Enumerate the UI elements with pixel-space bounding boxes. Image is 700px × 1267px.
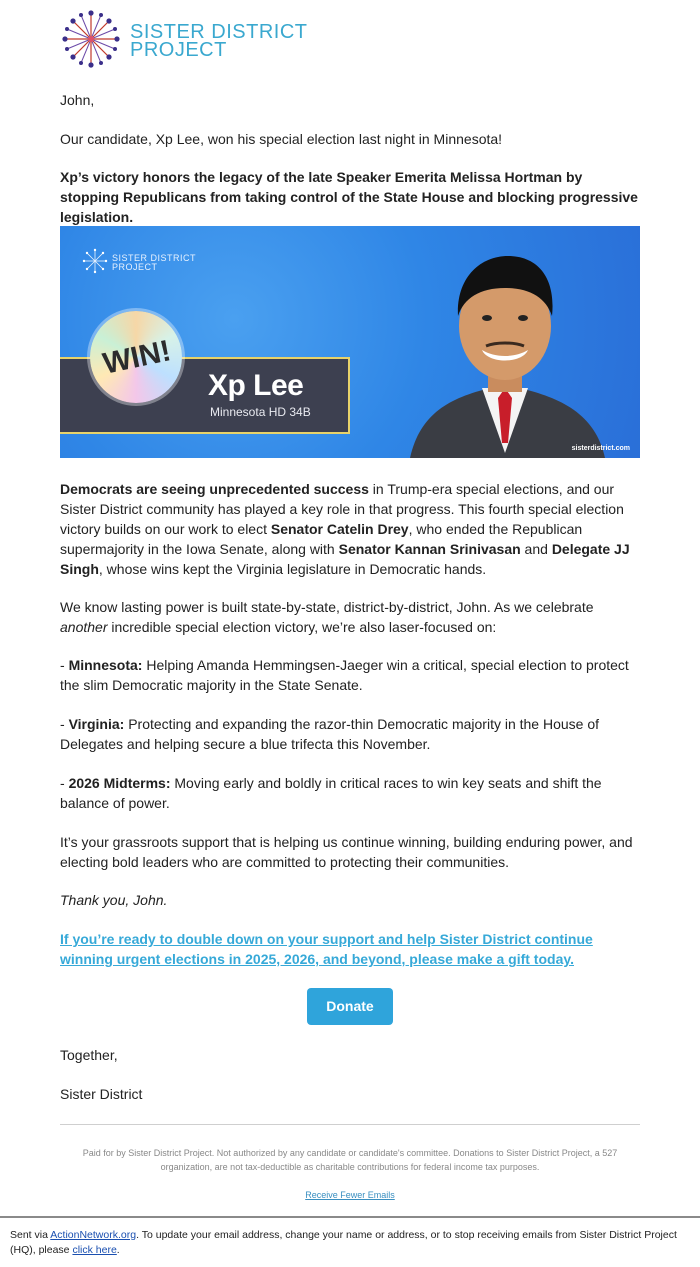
bullet-midterms: - 2026 Midterms: Moving early and boldly in critical races to win key seats and shift the balance of power. <box>60 775 602 811</box>
signoff-together: Together, <box>60 1047 118 1063</box>
paragraph-success: Democrats are seeing unprecedented success in Trump-era special elections, and our Sister District community has played a key role in that progress. This fourth special election victory builds on our work to elect Senator Catelin Drey, who ended the Republican supermajority in the Iowa Senate, along with Senator Kannan Srinivasan and Delegate JJ Singh, whose wins kept the Virginia legislature in Democratic hands. <box>60 481 630 577</box>
italic-another: another <box>60 619 108 635</box>
hero-image <box>60 226 640 458</box>
divider <box>60 1124 640 1125</box>
thank-you: Thank you, John. <box>60 892 168 908</box>
footer <box>0 1216 700 1267</box>
senator-drey: Senator Catelin Drey <box>270 521 409 537</box>
hero-logo-line2: PROJECT <box>112 262 158 272</box>
senator-srinivasan: Senator Kannan Srinivasan <box>338 541 521 557</box>
logo-text-line2: PROJECT <box>130 39 227 61</box>
headline: Xp’s victory honors the legacy of the late Speaker Emerita Melissa Hortman by stopping Republicans from taking control of the State House and blocking progressive legislation. <box>60 169 638 225</box>
footer-text: Sent via ActionNetwork.org. To update your email address, change your name or address, or to stop receiving emails from Sister District Project (HQ), please click here. <box>10 1229 677 1256</box>
win-badge-text: WIN! <box>100 334 174 381</box>
site-url: sisterdistrict.com <box>571 445 630 452</box>
bullet-virginia: - Virginia: Protecting and expanding the razor-thin Democratic majority in the House of Delegates and helping secure a blue trifecta this November. <box>60 716 600 752</box>
candidate-portrait <box>370 238 640 458</box>
paragraph-support: It’s your grassroots support that is helping us continue winning, building enduring power, and electing bold leaders who are committed to protecting their communities. <box>60 834 633 870</box>
bullet-minnesota: - Minnesota: Helping Amanda Hemmingsen-Jaeger win a critical, special election to protect the slim Democratic majority in the State Senate. <box>60 657 629 693</box>
greeting: John, <box>60 92 95 108</box>
starburst-logo-icon <box>60 8 122 70</box>
click-here-link[interactable]: click here <box>72 1244 117 1256</box>
starburst-logo-icon <box>82 248 108 274</box>
receive-fewer-emails-link[interactable]: Receive Fewer Emails <box>305 1190 395 1200</box>
bold-phrase: Democrats are seeing unprecedented success <box>60 481 369 497</box>
paragraph-focus: We know lasting power is built state-by-state, district-by-district, John. As we celebrate another incredible special election victory, we’re also laser-focused on: <box>60 599 594 635</box>
gift-link[interactable]: If you’re ready to double down on your support and help Sister District continue winning urgent elections in 2025, 2026, and beyond, please make a gift today. <box>60 931 593 967</box>
candidate-name: Xp Lee <box>208 369 304 402</box>
legal-disclaimer: Paid for by Sister District Project. Not authorized by any candidate or candidate's committee. Donations to Sister District Project, a 527 organization, are not tax-deductible as charitable contributions for federal income tax purposes. <box>82 1148 618 1172</box>
signoff-name: Sister District <box>60 1086 143 1102</box>
logo-text-line1: SISTER DISTRICT <box>130 21 308 43</box>
candidate-district: Minnesota HD 34B <box>210 405 311 419</box>
actionnetwork-link[interactable]: ActionNetwork.org <box>50 1229 137 1241</box>
donate-button[interactable]: Donate <box>307 988 393 1025</box>
sister-district-logo[interactable] <box>60 8 320 72</box>
hero-logo-line1: SISTER DISTRICT <box>112 253 197 263</box>
intro-text: Our candidate, Xp Lee, won his special election last night in Minnesota! <box>60 131 503 147</box>
delegate-singh: Delegate JJ Singh <box>60 541 630 577</box>
